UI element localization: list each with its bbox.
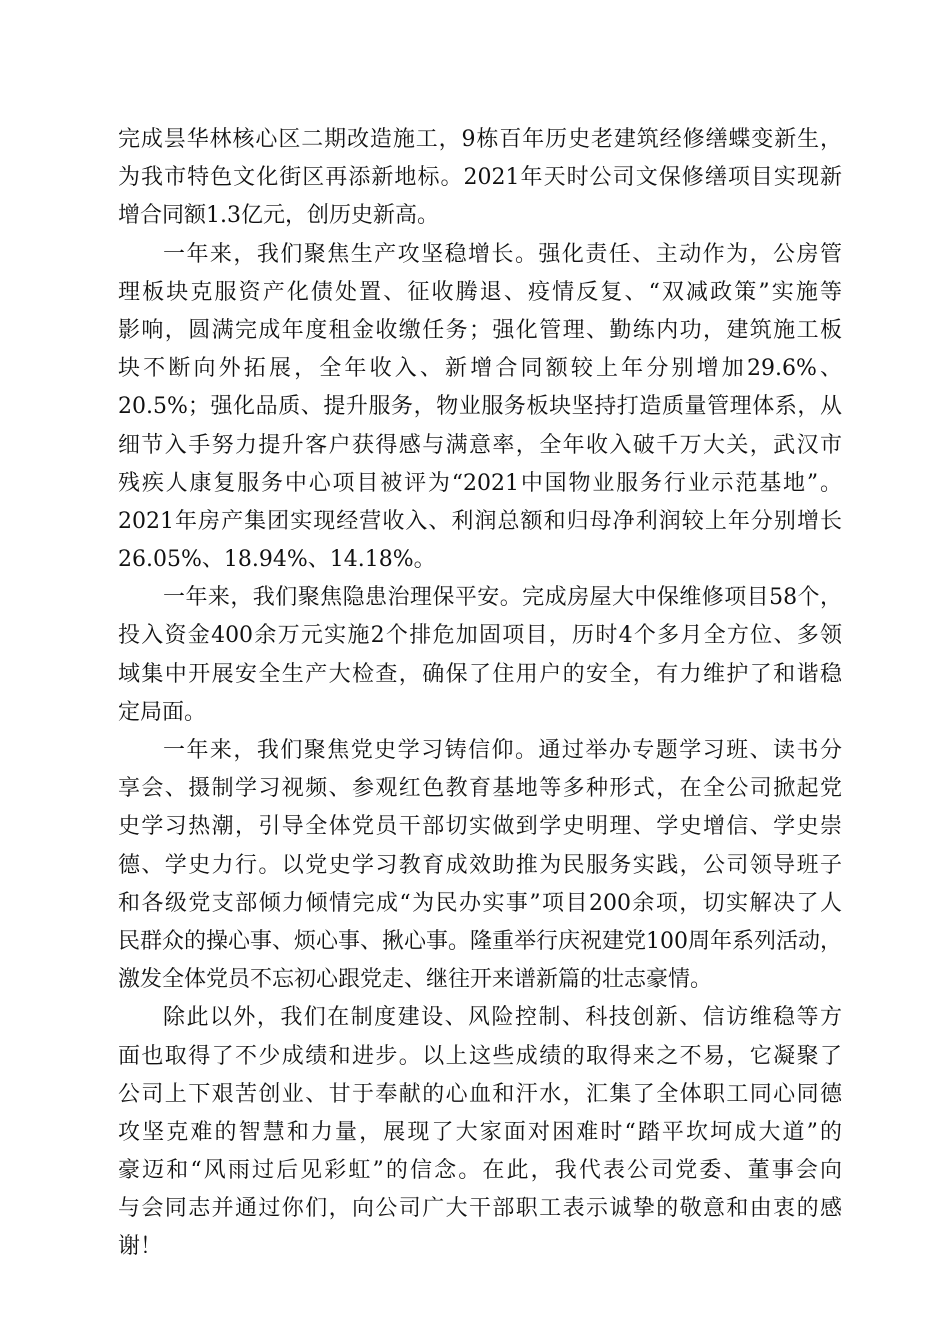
text-line: 残疾人康复服务中心项目被评为“2021中国物业服务行业示范基地”。 xyxy=(118,470,842,496)
text-line: 投入资金400余万元实施2个排危加固项目，历时4个多月全方位、多领 xyxy=(118,623,842,649)
text-line: 一年来，我们聚焦党史学习铸信仰。通过举办专题学习班、读书分 xyxy=(163,738,842,763)
text-line: 豪迈和“风雨过后见彩虹”的信念。在此，我代表公司党委、董事会向 xyxy=(118,1158,842,1184)
text-line: 增合同额1.3亿元，创历史新高。 xyxy=(118,203,439,229)
text-line: 定局面。 xyxy=(118,699,207,725)
text-line: 攻坚克难的智慧和力量，展现了大家面对困难时“踏平坎坷成大道”的 xyxy=(118,1119,842,1145)
document-body xyxy=(118,121,842,1267)
text-line: 26.05%、18.94%、14.18%。 xyxy=(118,547,436,573)
text-line: 块不断向外拓展，全年收入、新增合同额较上年分别增加29.6%、 xyxy=(118,356,843,382)
text-line: 一年来，我们聚焦生产攻坚稳增长。强化责任、主动作为，公房管 xyxy=(163,241,842,267)
text-line: 细节入手努力提升客户获得感与满意率，全年收入破千万大关，武汉市 xyxy=(118,432,842,458)
paragraph-production-growth xyxy=(118,236,842,580)
text-line: 德、学史力行。以党史学习教育成效助推为民服务实践，公司领导班子 xyxy=(118,852,842,878)
text-line: 与会同志并通过你们，向公司广大干部职工表示诚挚的敬意和由衷的感 xyxy=(118,1196,842,1222)
text-line: 史学习热潮，引导全体党员干部切实做到学史明理、学史增信、学史崇 xyxy=(118,814,842,840)
text-line: 面也取得了不少成绩和进步。以上这些成绩的取得来之不易，它凝聚了 xyxy=(118,1043,842,1069)
text-line: 享会、摄制学习视频、参观红色教育基地等多种形式，在全公司掀起党 xyxy=(118,776,842,802)
text-line: 为我市特色文化街区再添新地标。2021年天时公司文保修缮项目实现新 xyxy=(118,165,842,191)
paragraph-safety xyxy=(118,579,842,732)
text-line: 公司上下艰苦创业、甘于奉献的心血和汗水，汇集了全体职工同心同德 xyxy=(118,1081,842,1107)
text-line: 除此以外，我们在制度建设、风险控制、科技创新、信访维稳等方 xyxy=(163,1005,842,1031)
text-line: 完成昙华林核心区二期改造施工，9栋百年历史老建筑经修缮蝶变新生， xyxy=(118,127,842,152)
text-line: 20.5%；强化品质、提升服务，物业服务板块坚持打造质量管理体系，从 xyxy=(118,394,842,420)
text-line: 理板块克服资产化债处置、征收腾退、疫情反复、“双减政策”实施等 xyxy=(118,279,842,305)
text-line: 域集中开展安全生产大检查，确保了住用户的安全，有力维护了和谐稳 xyxy=(118,661,842,687)
text-line: 和各级党支部倾力倾情完成“为民办实事”项目200余项，切实解决了人 xyxy=(118,890,842,916)
text-line: 一年来，我们聚焦隐患治理保平安。完成房屋大中保维修项目58个， xyxy=(163,585,842,611)
text-line: 影响，圆满完成年度租金收缴任务；强化管理、勤练内功，建筑施工板 xyxy=(118,317,842,343)
text-line: 民群众的操心事、烦心事、揪心事。隆重举行庆祝建党100周年系列活动， xyxy=(118,928,842,954)
text-line: 激发全体党员不忘初心跟党走、继往开来谱新篇的壮志豪情。 xyxy=(118,967,713,993)
paragraph-wenbao-project xyxy=(118,121,842,236)
paragraph-thanks xyxy=(118,999,842,1266)
paragraph-party-history xyxy=(118,732,842,999)
text-line: 谢！ xyxy=(118,1234,163,1260)
text-line: 2021年房产集团实现经营收入、利润总额和归母净利润较上年分别增长 xyxy=(118,508,842,534)
